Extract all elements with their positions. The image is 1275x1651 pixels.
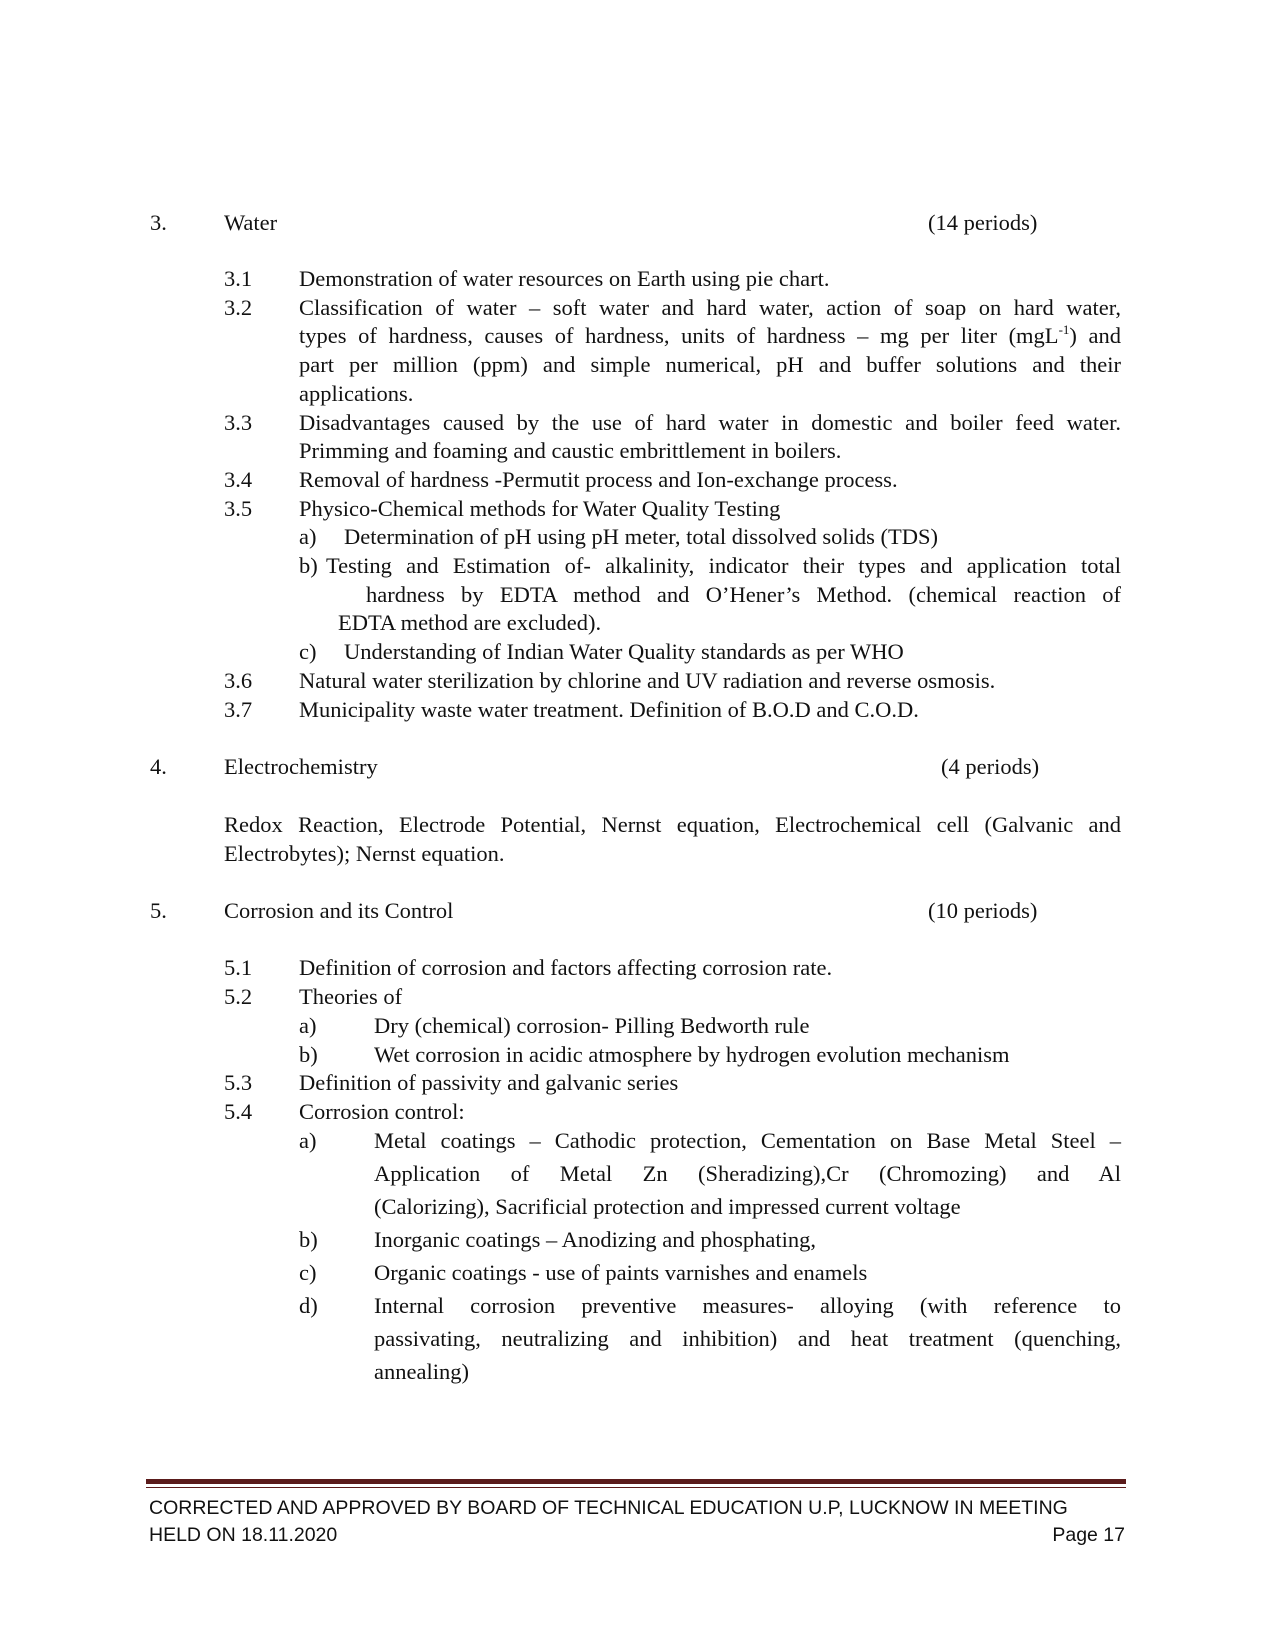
item-text: Definition of passivity and galvanic series — [299, 1070, 679, 1095]
item-text-block — [299, 322, 1121, 348]
subitem-text: Dry (chemical) corrosion- Pilling Bedworth rule — [374, 1013, 810, 1038]
subitem-text-line: Internal corrosion preventive measures- alloying (with reference to — [374, 1293, 1121, 1318]
section-periods: (10 periods) — [928, 898, 1038, 923]
subitem-text-line: passivating, neutralizing and inhibition) and heat treatment (quenching, — [374, 1326, 1121, 1351]
subitem-text-block — [326, 555, 1121, 578]
item-text: Demonstration of water resources on Earth using pie chart. — [299, 266, 830, 291]
section-number: 3. — [150, 210, 167, 235]
item-text: Removal of hardness -Permutit process and Ion-exchange process. — [299, 467, 898, 492]
subitem-label: a) — [299, 524, 317, 549]
item-text-block — [299, 354, 1121, 377]
superscript: -1 — [1058, 322, 1070, 337]
paragraph-line: Electrobytes); Nernst equation. — [224, 841, 505, 866]
item-number: 3.2 — [224, 295, 253, 320]
subitem-text-line: annealing) — [374, 1359, 469, 1384]
section-periods: (14 periods) — [928, 210, 1038, 235]
subitem-label: b) — [299, 1042, 318, 1067]
item-number: 3.6 — [224, 668, 253, 693]
item-text: Municipality waste water treatment. Definition of B.O.D and C.O.D. — [299, 697, 919, 722]
item-text: Theories of — [299, 984, 403, 1009]
footer-approval-text: CORRECTED AND APPROVED BY BOARD OF TECHNICAL EDUCATION U.P, LUCKNOW IN MEETING — [149, 1497, 1068, 1519]
item-text: Corrosion control: — [299, 1099, 465, 1124]
subitem-label: b) — [299, 553, 318, 578]
item-number: 3.3 — [224, 410, 253, 435]
subitem-label: c) — [299, 639, 317, 664]
subitem-text: Determination of pH using pH meter, total dissolved solids (TDS) — [344, 524, 939, 549]
subitem-label: d) — [299, 1293, 318, 1318]
footer-divider — [146, 1479, 1126, 1484]
section-title: Corrosion and its Control — [224, 898, 454, 923]
subitem-text-block — [374, 1328, 1121, 1351]
item-number: 5.2 — [224, 984, 253, 1009]
subitem-text-line: (Calorizing), Sacrificial protection and impressed current voltage — [374, 1194, 961, 1219]
subitem-text: Wet corrosion in acidic atmosphere by hydrogen evolution mechanism — [374, 1042, 1010, 1067]
section-number: 4. — [150, 754, 167, 779]
item-text-line: part per million (ppm) and simple numerical, pH and buffer solutions and their — [299, 352, 1121, 377]
item-number: 3.1 — [224, 266, 253, 291]
footer-divider-thin — [146, 1487, 1126, 1488]
subitem-text-block — [374, 1295, 1121, 1318]
subitem-label: a) — [299, 1013, 317, 1038]
item-text-line: Classification of water – soft water and hard water, action of soap on hard water, — [299, 295, 1121, 320]
item-text-line — [299, 322, 1121, 348]
item-text-block — [299, 297, 1121, 320]
subitem-text: Organic coatings - use of paints varnishes and enamels — [374, 1260, 868, 1285]
text-fragment: ) and — [1069, 323, 1121, 348]
item-number: 5.4 — [224, 1099, 253, 1124]
subitem-text-line: Testing and Estimation of- alkalinity, indicator their types and application total — [326, 553, 1121, 578]
item-text-line: Primming and foaming and caustic embrittlement in boilers. — [299, 438, 842, 463]
subitem-text-line: Metal coatings – Cathodic protection, Cementation on Base Metal Steel – — [374, 1128, 1121, 1153]
paragraph-line: Redox Reaction, Electrode Potential, Nernst equation, Electrochemical cell (Galvanic and — [224, 812, 1121, 837]
section-periods: (4 periods) — [941, 754, 1040, 779]
page-number: Page 17 — [1052, 1524, 1125, 1546]
subitem-text-block — [374, 1163, 1121, 1186]
item-text-line: applications. — [299, 381, 414, 406]
footer-date-text: HELD ON 18.11.2020 — [149, 1524, 338, 1546]
subitem-label: a) — [299, 1128, 317, 1153]
subitem-text: Inorganic coatings – Anodizing and phosphating, — [374, 1227, 817, 1252]
subitem-label: c) — [299, 1260, 317, 1285]
item-number: 5.3 — [224, 1070, 253, 1095]
item-number: 3.7 — [224, 697, 253, 722]
subitem-label: b) — [299, 1227, 318, 1252]
section-title: Water — [224, 210, 278, 235]
item-number: 3.4 — [224, 467, 253, 492]
item-text: Physico-Chemical methods for Water Quality Testing — [299, 496, 781, 521]
subitem-text-line: EDTA method are excluded). — [338, 610, 602, 635]
subitem-text: Understanding of Indian Water Quality standards as per WHO — [344, 639, 904, 664]
subitem-text-line: hardness by EDTA method and O’Hener’s Method. (chemical reaction of — [366, 582, 1121, 607]
subitem-text-block — [374, 1130, 1121, 1153]
paragraph-block — [224, 814, 1121, 837]
item-text-line: Disadvantages caused by the use of hard water in domestic and boiler feed water. — [299, 410, 1121, 435]
item-number: 5.1 — [224, 955, 253, 980]
item-number: 3.5 — [224, 496, 253, 521]
item-text: Definition of corrosion and factors affecting corrosion rate. — [299, 955, 833, 980]
section-number: 5. — [150, 898, 167, 923]
text-fragment: types of hardness, causes of hardness, units of hardness – mg per liter (mgL — [299, 323, 1059, 348]
section-title: Electrochemistry — [224, 754, 378, 779]
item-text: Natural water sterilization by chlorine and UV radiation and reverse osmosis. — [299, 668, 996, 693]
subitem-text-line: Application of Metal Zn (Sheradizing),Cr (Chromozing) and Al — [374, 1161, 1121, 1186]
item-text-block — [299, 412, 1121, 435]
subitem-text-block — [366, 584, 1121, 607]
